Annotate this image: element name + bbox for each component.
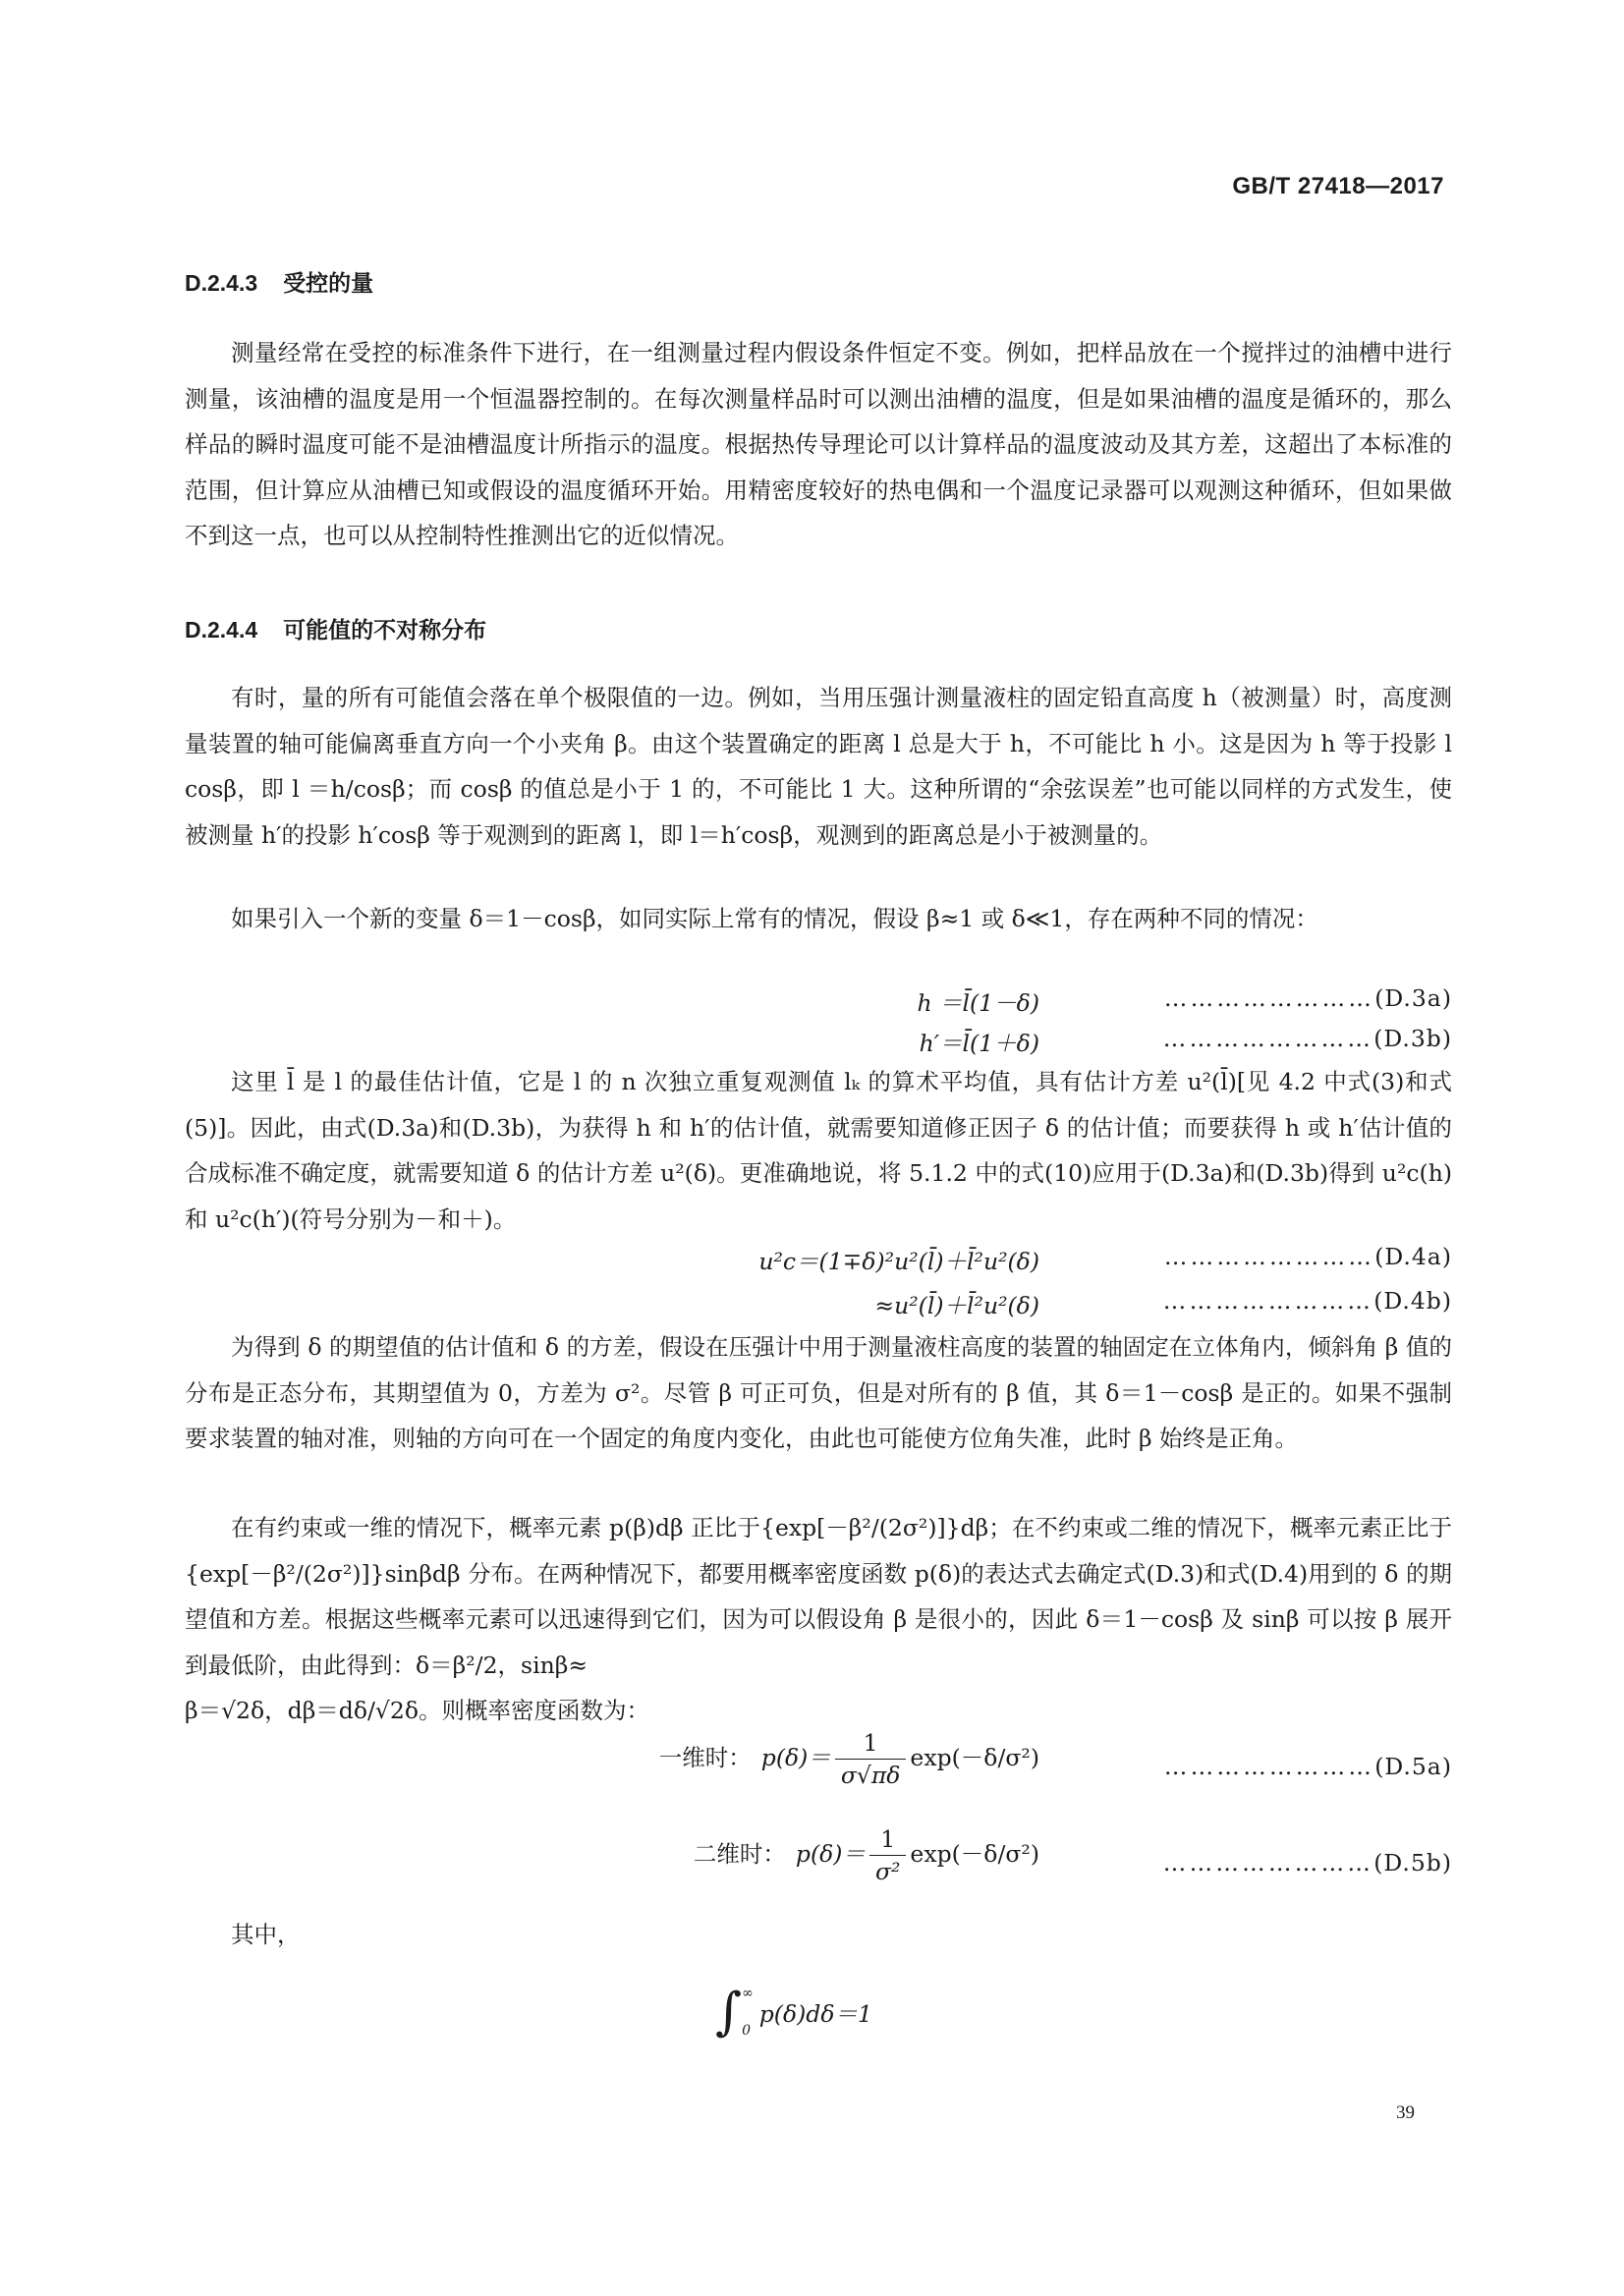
section-number: D.2.4.3 bbox=[185, 270, 258, 296]
equation-number: (D.4a) bbox=[1374, 1243, 1452, 1270]
paragraph: 为得到 δ 的期望值的估计值和 δ 的方差，假设在压强计中用于测量液柱高度的装置的轴固定在立体角内，倾斜角 β 值的分布是正态分布，其期望值为 0，方差为 σ²。尽管 β 可正可负，但是对所有的 β 值，其 δ＝1－cosβ 是正的。如果不强制要求装置的轴对准，则轴的方向可在一个固定的角度内变化，由此也可能使方位角失准，此时 β 始终是正角。 bbox=[185, 1333, 1452, 1452]
equation-number: (D.3b) bbox=[1373, 1025, 1452, 1052]
equation-number: (D.5b) bbox=[1373, 1849, 1452, 1876]
equation-prefix: 一维时： bbox=[658, 1744, 752, 1771]
equation-expression: h′＝l̄(1＋δ) bbox=[919, 1030, 1039, 1057]
section-title: 可能值的不对称分布 bbox=[283, 617, 487, 644]
paragraph-block bbox=[185, 330, 1452, 559]
equation-expression: ≈u²(l̄)＋l̄²u²(δ) bbox=[874, 1292, 1039, 1319]
page-number: 39 bbox=[1396, 2102, 1415, 2123]
equation-expression bbox=[694, 1825, 1039, 1885]
section-number: D.2.4.4 bbox=[185, 617, 258, 643]
equation-d5a bbox=[185, 1729, 1452, 1818]
integral-limits bbox=[742, 1975, 754, 2049]
equation-number: (D.3a) bbox=[1374, 984, 1452, 1012]
fraction-denominator: σ√πδ bbox=[840, 1762, 901, 1789]
paragraph: 在有约束或一维的情况下，概率元素 p(β)dβ 正比于{exp[－β²/(2σ²)]}dβ；在不约束或二维的情况下，概率元素正比于{exp[－β²/(2σ²)]}sinβdβ 分布。在两种情况下，都要用概率密度函数 p(δ)的表达式去确定式(D.3)和式(D.4)用到的 δ 的期望值和方差。根据这些概率元素可以迅速得到它们，因为可以假设角 β 是很小的，因此 δ＝1－cosβ 及 sinβ 可以按 β 展开到最低阶，由此得到：δ＝β²/2，sinβ≈ bbox=[185, 1514, 1452, 1679]
equation-d4a bbox=[185, 1243, 1452, 1282]
equation-d3a bbox=[185, 984, 1452, 1024]
fraction-numerator: 1 bbox=[835, 1729, 907, 1760]
paragraph-block bbox=[185, 1059, 1452, 1242]
fraction-numerator: 1 bbox=[869, 1825, 906, 1856]
paragraph-block bbox=[185, 1505, 1452, 1734]
equation-lhs: p(δ)＝ bbox=[760, 1744, 831, 1771]
standard-number: GB/T 27418—2017 bbox=[1232, 173, 1444, 199]
paragraph: 有时，量的所有可能值会落在单个极限值的一边。例如，当用压强计测量液柱的固定铅直高度 h（被测量）时，高度测量装置的轴可能偏离垂直方向一个小夹角 β。由这个装置确定的距离 l 总是大于 h，不可能比 h 小。这是因为 h 等于投影 l cosβ，即 l ＝h/cosβ；而 cosβ 的值总是小于 1 的，不可能比 1 大。这种所谓的“余弦误差”也可能以同样的方式发生，使被测量 h′的投影 h′cosβ 等于观测到的距离 l，即 l＝h′cosβ，观测到的距离总是小于被测量的。 bbox=[185, 684, 1452, 849]
integrand: p(δ)dδ＝1 bbox=[758, 2000, 872, 2028]
equation-rhs: exp(－δ/σ²) bbox=[910, 1840, 1039, 1868]
fraction-denominator: σ² bbox=[874, 1858, 901, 1885]
paragraph-block bbox=[185, 896, 1452, 942]
equation-expression: u²c＝(1∓δ)²u²(l̄)＋l̄²u²(δ) bbox=[758, 1248, 1039, 1275]
equation-expression bbox=[715, 1975, 872, 2049]
equation-rhs: exp(－δ/σ²) bbox=[910, 1744, 1039, 1771]
section-heading-d244 bbox=[185, 610, 1452, 649]
equation-label-line: ……………………(D.3b) bbox=[1162, 1025, 1452, 1052]
equation-expression: h ＝l̄(1－δ) bbox=[917, 989, 1039, 1017]
section-title: 受控的量 bbox=[283, 270, 374, 297]
integral-sign: ∫ bbox=[715, 1983, 743, 2042]
integral-upper-limit: ∞ bbox=[742, 1986, 754, 2001]
equation-label-line: ……………………(D.5a) bbox=[1163, 1753, 1452, 1780]
equation-prefix: 二维时： bbox=[693, 1840, 786, 1868]
equation-d5b bbox=[185, 1825, 1452, 1914]
paragraph-continuation: β＝√2δ，dβ＝dδ/√2δ。则概率密度函数为： bbox=[185, 1697, 649, 1724]
equation-number: (D.5a) bbox=[1374, 1753, 1452, 1780]
fraction bbox=[835, 1729, 907, 1789]
normalization-equation bbox=[185, 1975, 1452, 2053]
equation-label-line: ……………………(D.4b) bbox=[1162, 1287, 1452, 1315]
paragraph: 其中， bbox=[231, 1921, 301, 1948]
paragraph: 这里 l̄ 是 l 的最佳估计值，它是 l 的 n 次独立重复观测值 lₖ 的算术平均值，具有估计方差 u²(l̄)[见 4.2 中式(3)和式(5)]。因此，由式(D.3a)和(D.3b)，为获得 h 和 h′的估计值，就需要知道修正因子 δ 的估计值；而要获得 h 或 h′估计值的合成标准不确定度，就需要知道 δ 的估计方差 u²(δ)。更准确地说，将 5.1.2 中的式(10)应用于(D.3a)和(D.3b)得到 u²c(h)和 u²c(h′)(符号分别为－和＋)。 bbox=[185, 1068, 1452, 1233]
integral-lower-limit: 0 bbox=[742, 2023, 752, 2039]
equation-expression bbox=[659, 1729, 1039, 1789]
section-heading-d243 bbox=[185, 263, 1452, 303]
paragraph-block bbox=[185, 1324, 1452, 1462]
paragraph: 如果引入一个新的变量 δ＝1－cosβ，如同实际上常有的情况，假设 β≈1 或 δ≪1，存在两种不同的情况： bbox=[231, 905, 1318, 932]
paragraph-block bbox=[185, 1912, 1452, 1958]
paragraph-block bbox=[185, 675, 1452, 858]
equation-number: (D.4b) bbox=[1373, 1287, 1452, 1315]
equation-label-line: ……………………(D.4a) bbox=[1163, 1243, 1452, 1270]
equation-d3b bbox=[185, 1025, 1452, 1064]
fraction bbox=[869, 1825, 906, 1885]
equation-d4b bbox=[185, 1287, 1452, 1326]
equation-lhs: p(δ)＝ bbox=[795, 1840, 866, 1868]
equation-label-line: ……………………(D.5b) bbox=[1162, 1849, 1452, 1876]
paragraph: 测量经常在受控的标准条件下进行，在一组测量过程内假设条件恒定不变。例如，把样品放在一个搅拌过的油槽中进行测量，该油槽的温度是用一个恒温器控制的。在每次测量样品时可以测出油槽的温度，但是如果油槽的温度是循环的，那么样品的瞬时温度可能不是油槽温度计所指示的温度。根据热传导理论可以计算样品的温度波动及其方差，这超出了本标准的范围，但计算应从油槽已知或假设的温度循环开始。用精密度较好的热电偶和一个温度记录器可以观测这种循环，但如果做不到这一点，也可以从控制特性推测出它的近似情况。 bbox=[185, 339, 1452, 549]
equation-label-line: ……………………(D.3a) bbox=[1163, 984, 1452, 1012]
